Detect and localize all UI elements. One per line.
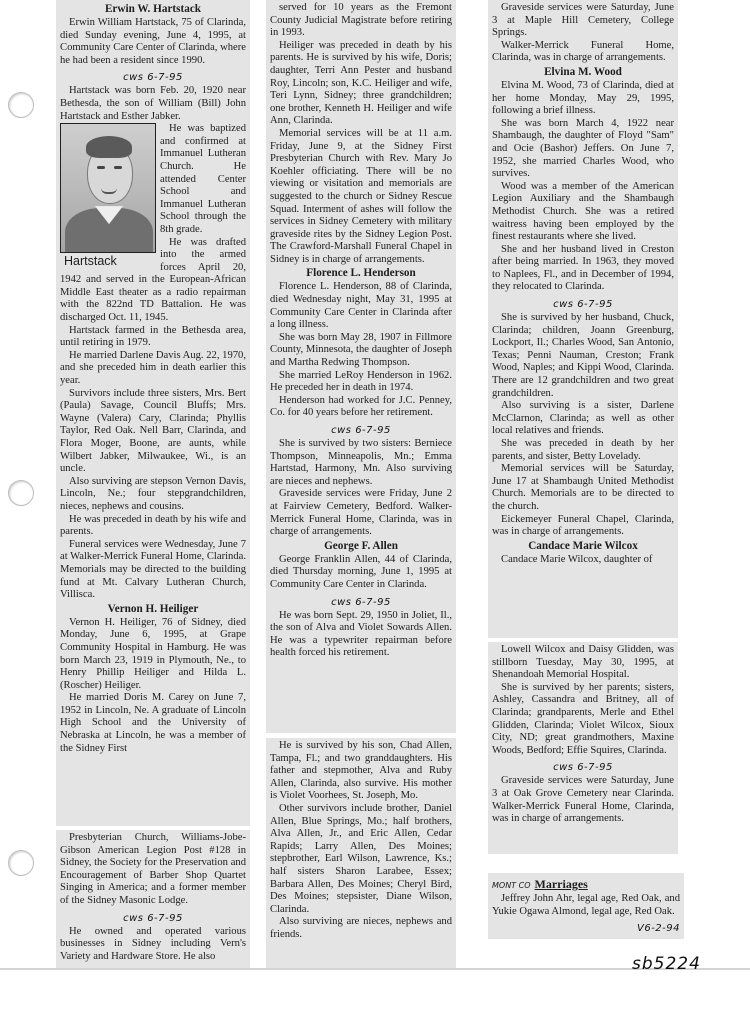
obituary-title: Candace Marie Wilcox bbox=[528, 539, 638, 552]
obituary-paragraph: Graveside services were Saturday, June 3 at Maple Hill Cemetery, College Springs. bbox=[492, 2, 674, 39]
obituary-paragraph: Vernon H. Heiliger, 76 of Sidney, died Monday, June 6, 1995, at Grape Community Hospital in Hamburg. He was born March 23, 1919 in Plymouth, Ne., to Henry Phillip Heiliger and Hilda L. (Roscher) Heiliger. bbox=[60, 616, 246, 691]
photo-caption: Hartstack bbox=[64, 254, 117, 269]
county-tag: MONT CO bbox=[492, 881, 531, 890]
obituary-title: Erwin W. Hartstack bbox=[104, 3, 202, 15]
marriages-heading bbox=[492, 875, 680, 893]
obituary-paragraph: He owned and operated various businesses in Sidney including Vern's Variety and Hardware Store. He also bbox=[60, 925, 246, 962]
obituary-paragraph: She is survived by her parents; sisters, Ashley, Cassandra and Britney, all of Clarinda; grandparents, Merle and Ethel Glidden, Clarinda; Violet Wilcox, Sioux City, ND; great grandmothers, Maxine Woods, Bedford; Effie Squires, Clarinda. bbox=[492, 681, 674, 756]
portrait-photo bbox=[60, 123, 156, 269]
obituary-paragraph: Survivors include three sisters, Mrs. Bert (Paula) Savage, Council Bluffs; Mrs. Wayne (Valera) Cary, Clarinda; Phyllis Taylor, Red Oak. Nell Barr, Clarinda, and Flora Moger, Boone, are aunts, while Wilbert Jabker, Milwaukee, Wi., is an uncle. bbox=[60, 387, 246, 475]
obituary-paragraph: He was born Sept. 29, 1950 in Joliet, Il., the son of Alva and Violet Sowards Allen. He was a typewriter repairman before health forced his retirement. bbox=[270, 609, 452, 659]
obituary-paragraph: Presbyterian Church, Williams-Jobe-Gibson American Legion Post #128 in Sidney, the Society for the Preservation and Encouragement of Barber Shop Quartet Singing in America; and a former member of the Sidney Masonic Lodge. bbox=[60, 832, 246, 906]
obituary-wood-clipping bbox=[488, 0, 678, 638]
obituary-paragraph: Candace Marie Wilcox, daughter of bbox=[501, 553, 653, 565]
obituary-paragraph: He was baptized and confirmed at Immanuel Lutheran Church. He attended Center School and Immanuel Lutheran School through the 8th grade. bbox=[160, 123, 246, 235]
obituary-paragraph: Also surviving are nieces, nephews and friends. bbox=[270, 916, 452, 940]
obituary-paragraph: Lowell Wilcox and Daisy Glidden, was stillborn Tuesday, May 30, 1995, at Shenandoah Memorial Hospital. bbox=[492, 644, 674, 681]
obituary-paragraph: She is survived by two sisters: Berniece Thompson, Minneapolis, Mn.; Emma Hartstad, Harmony, Mn. Also surviving are nieces and nephews. bbox=[270, 438, 452, 487]
binder-hole bbox=[8, 92, 34, 118]
obituary-title: Elvina M. Wood bbox=[544, 65, 622, 78]
handwritten-date-note: cws 6-7-95 bbox=[553, 299, 613, 311]
handwritten-date-note: cws 6-7-95 bbox=[123, 72, 183, 84]
obituary-paragraph: Eickemeyer Funeral Chapel, Clarinda, was in charge of arrangements. bbox=[492, 513, 674, 538]
obituary-paragraph: She was preceded in death by her parents, and sister, Betty Lovelady. bbox=[492, 438, 674, 462]
obituary-paragraph: served for 10 years as the Fremont County Judicial Magistrate before retiring in 1993. bbox=[270, 2, 452, 39]
obituary-paragraph: Elvina M. Wood, 73 of Clarinda, died at her home Monday, May 29, 1995, following a brief illness. bbox=[492, 79, 674, 117]
obituary-paragraph: She married LeRoy Henderson in 1962. He preceded her in death in 1974. bbox=[270, 369, 452, 394]
obituary-paragraph: He is survived by his son, Chad Allen, Tampa, Fl.; and two granddaughters. His father and stepmother, Alva and Ruby Allen, Clarinda, also survive. His mother is Violet Voorhees, St. Joseph, Mo. bbox=[270, 740, 452, 802]
handwritten-date-note: V6-2-94 bbox=[636, 923, 680, 935]
obituary-paragraph: Funeral services were Wednesday, June 7 at Walker-Merrick Funeral Home, Clarinda. Memorials may be directed to the building fund at Mt. Calvary Lutheran Church, Villisca. bbox=[60, 538, 246, 601]
handwritten-date-note: cws 6-7-95 bbox=[553, 762, 613, 774]
obituary-paragraph: Other survivors include brother, Daniel Allen, Blue Springs, Mo.; half brothers, Alva Allen, Jr., and Eric Allen, Cedar Rapids; Larry Allen, Des Moines; stepbrother, Earl Wilson, Lawrence, Ks.; half sisters Sharon Larabee, Essex; Barbara Allen, Des Moines; Cheryl Bird, Des Moines; stepsister, Diane Wilson, Clarinda. bbox=[270, 802, 452, 915]
obituary-paragraph: Erwin William Hartstack, 75 of Clarinda, died Sunday evening, June 4, 1995, at Community Care Center of Clarinda, where he had been a resident since 1990. bbox=[60, 17, 246, 66]
obituary-allen-continued-clipping bbox=[266, 738, 456, 968]
handwritten-date-note: cws 6-7-95 bbox=[123, 912, 183, 924]
obituary-paragraph: Graveside services were Saturday, June 3 at Oak Grove Cemetery near Clarinda. Walker-Merrick Funeral Home, Clarinda, was in charge of arrangements. bbox=[492, 775, 674, 825]
obituary-paragraph: Also surviving is a sister, Darlene McClarnon, Clarinda; as well as other local relatives and friends. bbox=[492, 400, 674, 437]
marriages-clipping bbox=[488, 873, 684, 939]
handwritten-date-note: cws 6-7-95 bbox=[331, 425, 391, 436]
obituary-paragraph: He married Darlene Davis Aug. 22, 1970, and she preceded him in death earlier this year. bbox=[60, 349, 246, 387]
binder-hole bbox=[8, 850, 34, 876]
obituary-title: George F. Allen bbox=[324, 539, 398, 552]
obituary-paragraph: She and her husband lived in Creston after being married. In 1963, they moved to Naplees, Fl., and in December of 1994, they relocated to Clarinda. bbox=[492, 243, 674, 293]
obituary-paragraph: Florence L. Henderson, 88 of Clarinda, died Wednesday night, May 31, 1995 at Community Care Center in Clarinda after a long illness. bbox=[270, 281, 452, 331]
obituary-paragraph: Henderson had worked for J.C. Penney, Co. for 40 years before her retirement. bbox=[270, 394, 452, 419]
obituary-paragraph: He was drafted into the armed forces April 20, 1942 and served in the European-African Middle East theater as a radio repairman with the 822nd TD Battalion. He was discharged Oct. 11, 1945. bbox=[60, 236, 246, 324]
obituary-paragraph: Heiliger was preceded in death by his parents. He is survived by his wife, Doris; daughter, Terri Ann Pester and husband Roy, Lincoln; son, K.C. Heiliger and wife, Teri Lynn, Sidney; three grandchildren; one brother, Kenneth H. Heiliger and wife Ann, Clarinda. bbox=[270, 39, 452, 127]
obituary-paragraph: Memorial services will be Saturday, June 17 at Shambaugh United Methodist Church. Memorials are to be directed to the church. bbox=[492, 463, 674, 512]
obituary-paragraph: Wood was a member of the American Legion Auxiliary and the Shambaugh Methodist Church. She was a retired waitress having been employed by the finest restaurants where she lived. bbox=[492, 180, 674, 243]
obituary-henderson-allen-clipping bbox=[266, 0, 456, 733]
handwritten-date-note: cws 6-7-95 bbox=[331, 596, 391, 608]
obituary-title: Florence L. Henderson bbox=[306, 267, 416, 280]
obituary-paragraph: He married Doris M. Carey on June 7, 1952 in Lincoln, Ne. A graduate of Lincoln High School and the University of Nebraska at Lincoln, he was a member of the Sidney First bbox=[60, 692, 246, 754]
obituary-wilcox-continued-clipping bbox=[488, 642, 678, 854]
obituary-paragraph: He was preceded in death by his wife and parents. bbox=[60, 513, 246, 538]
obituary-paragraph: Graveside services were Friday, June 2 at Fairview Cemetery, Bedford. Walker-Merrick Funeral Home, Clarinda, was in charge of arrangements. bbox=[270, 488, 452, 538]
obituary-paragraph: Memorial services will be at 11 a.m. Friday, June 9, at the Sidney First Presbyterian Church with Rev. Mary Jo Koehler officiating. There will be no viewing or visitation and memorials are suggested to the church or Sidney Rescue Squad. Interment of ashes will follow the services in Sidney Cemetery with military graveside rites by the Sidney Legion Post. The Crawford-Marshall Funeral Chapel in Sidney is in charge of arrangements. bbox=[270, 127, 452, 265]
obituary-heiliger-continued-clipping bbox=[56, 830, 250, 970]
archive-id-handwritten: sb5224 bbox=[632, 954, 701, 974]
section-title: Marriages bbox=[534, 877, 588, 891]
obituary-title: Vernon H. Heiliger bbox=[107, 602, 199, 615]
obituary-paragraph: She is survived by her husband, Chuck, Clarinda; children, Joann Greenburg, Lockport, Il.; Charles Wood, San Antonio, Texas; Penni Nauman, Creston; Frank Wood, Naples; and Kippi Wood, Clarinda. There are 12 grandchildren and two great grandchildren. bbox=[492, 312, 674, 399]
marriage-entry: Jeffrey John Ahr, legal age, Red Oak, and Yukie Ogawa Almond, legal age, Red Oak. bbox=[492, 893, 680, 917]
obituary-paragraph: Hartstack farmed in the Bethesda area, until retiring in 1979. bbox=[60, 324, 246, 349]
obituary-paragraph: Walker-Merrick Funeral Home, Clarinda, was in charge of arrangements. bbox=[492, 39, 674, 64]
obituary-paragraph: She was born May 28, 1907 in Fillmore County, Minnesota, the daughter of Joseph and Martha Redwing Thompson. bbox=[270, 331, 452, 369]
obituary-paragraph: Hartstack was born Feb. 20, 1920 near Bethesda, the son of William (Bill) John Hartstack and Esther Jabker. bbox=[60, 85, 246, 122]
obituary-paragraph: George Franklin Allen, 44 of Clarinda, died Thursday morning, June 1, 1995 at Community Care Center in Clarinda. bbox=[270, 553, 452, 590]
obituary-hartstack-clipping bbox=[56, 0, 250, 826]
obituary-paragraph: Also surviving are stepson Vernon Davis, Lincoln, Ne.; four stepgrandchildren, nieces, nephews and cousins. bbox=[60, 475, 246, 512]
obituary-paragraph: She was born March 4, 1922 near Shambaugh, the daughter of Floyd "Sam" and Ocie (Bashor) Jeffers. On June 7, 1952, she married Charles Wood, who survives. bbox=[492, 117, 674, 180]
binder-hole bbox=[8, 480, 34, 506]
